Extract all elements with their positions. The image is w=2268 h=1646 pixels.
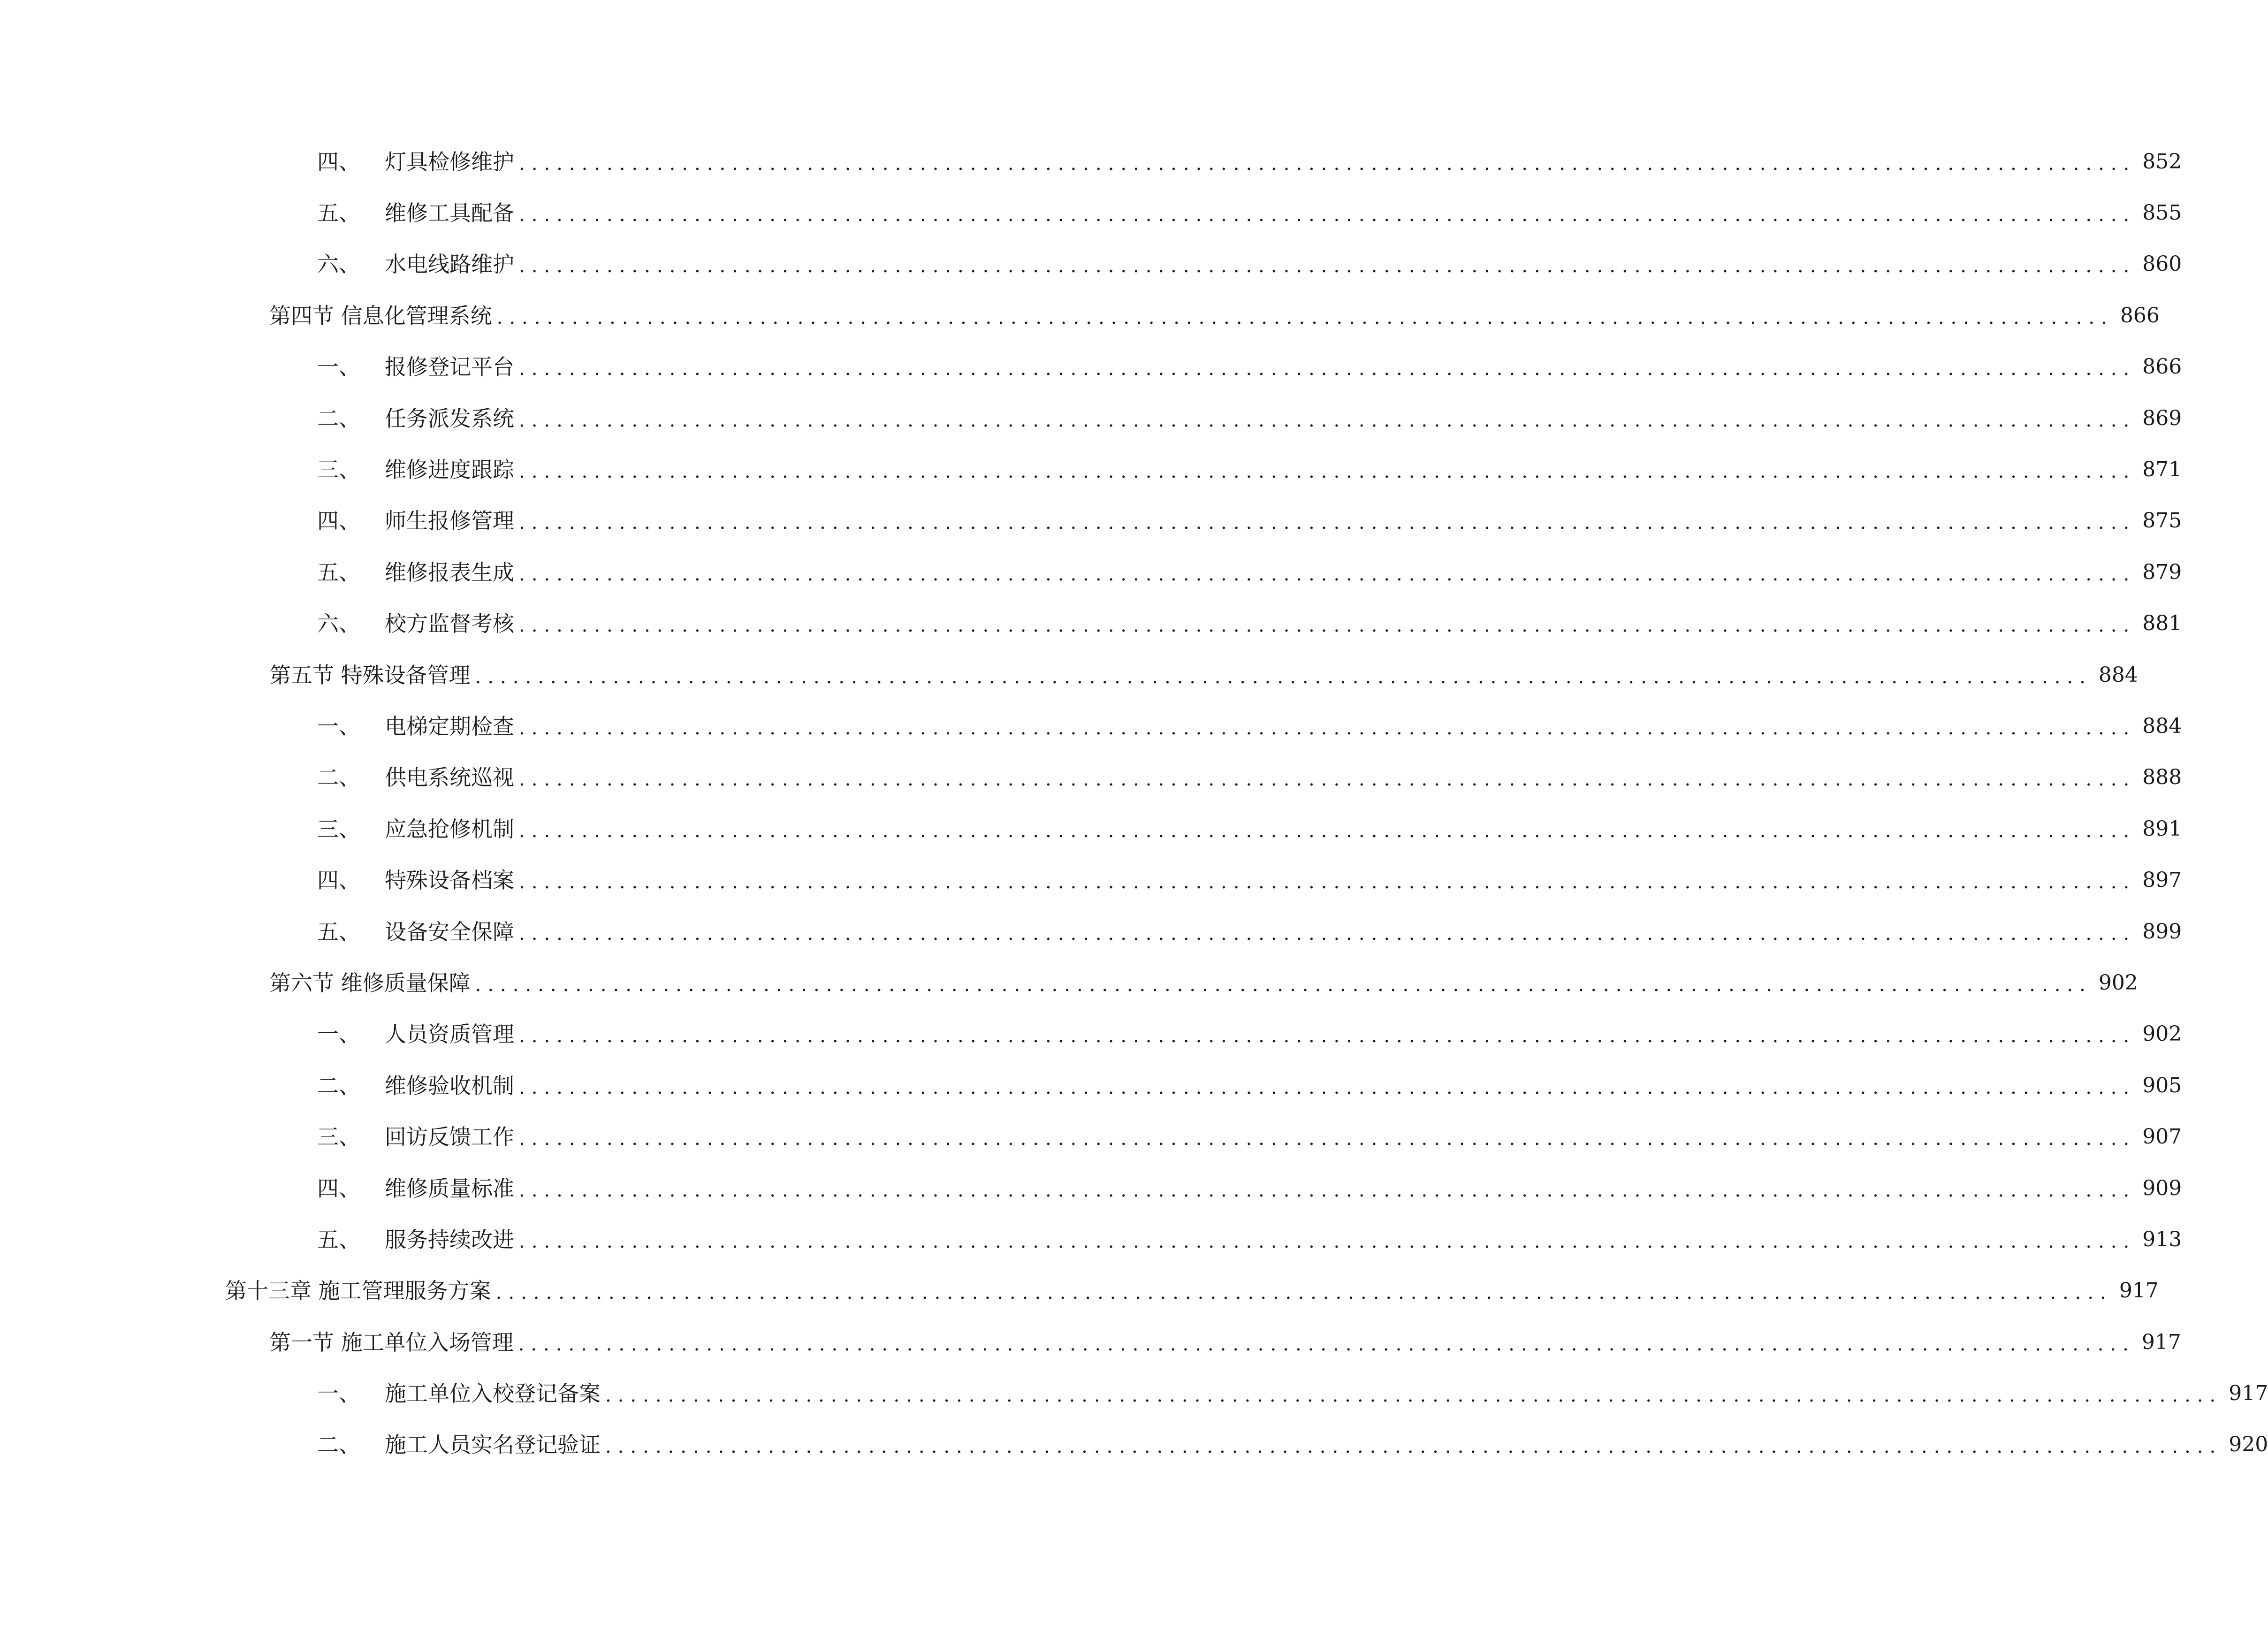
toc-entry[interactable] xyxy=(0,187,2182,238)
toc-entry-page: 852 xyxy=(2142,149,2182,174)
toc-entry-page: 909 xyxy=(2142,1176,2182,1200)
toc-entry-number: 四、 xyxy=(317,1175,360,1201)
toc-entry-title: 人员资质管理 xyxy=(385,1021,514,1047)
toc-entry-number: 一、 xyxy=(317,713,360,739)
toc-entry-number: 二、 xyxy=(317,1073,360,1098)
toc-entry-title: 维修进度跟踪 xyxy=(385,457,514,483)
toc-entry-number: 二、 xyxy=(317,405,360,431)
toc-entry-page: 891 xyxy=(2142,816,2182,841)
toc-entry-number: 四、 xyxy=(317,149,360,175)
toc-dot-leader: ................................................................................................................................. xyxy=(495,1282,2113,1304)
toc-entry-page: 920 xyxy=(2229,1433,2268,1457)
toc-entry-title: 施工人员实名登记验证 xyxy=(385,1432,601,1458)
toc-entry-title: 校方监督考核 xyxy=(385,611,514,637)
toc-entry[interactable] xyxy=(0,1111,2182,1162)
toc-entry-title: 设备安全保障 xyxy=(385,919,514,945)
toc-entry-number: 五、 xyxy=(317,1227,360,1252)
toc-dot-leader: ................................................................................................................................. xyxy=(519,461,2136,483)
toc-entry-title: 维修报表生成 xyxy=(385,559,514,585)
toc-entry-number: 三、 xyxy=(317,457,360,483)
toc-dot-leader: ................................................................................................................................. xyxy=(519,512,2136,534)
toc-entry-title: 特殊设备档案 xyxy=(385,868,514,893)
toc-dot-leader: ................................................................................................................................. xyxy=(519,1025,2136,1047)
toc-entry-title: 第四节 信息化管理系统 xyxy=(269,303,492,328)
toc-dot-leader: ................................................................................................................................. xyxy=(519,358,2136,380)
toc-dot-leader: ................................................................................................................................. xyxy=(519,871,2136,893)
toc-entry-page: 902 xyxy=(2142,1022,2182,1046)
toc-entry-number: 二、 xyxy=(317,765,360,791)
toc-entry-title: 服务持续改进 xyxy=(385,1227,514,1252)
toc-entry-page: 875 xyxy=(2142,509,2182,533)
toc-entry-page: 888 xyxy=(2142,765,2182,790)
toc-entry[interactable] xyxy=(0,752,2182,803)
toc-entry-title: 应急抢修机制 xyxy=(385,816,514,842)
toc-entry-number: 五、 xyxy=(317,919,360,945)
toc-entry-page: 899 xyxy=(2142,919,2182,944)
toc-entry-page: 881 xyxy=(2142,611,2182,636)
toc-dot-leader: ................................................................................................................................. xyxy=(519,1230,2136,1252)
toc-dot-leader: ................................................................................................................................. xyxy=(519,409,2136,431)
toc-entry[interactable] xyxy=(0,290,2160,341)
toc-entry-page: 913 xyxy=(2142,1227,2182,1251)
toc-entry-title: 维修验收机制 xyxy=(385,1073,514,1098)
toc-entry-page: 869 xyxy=(2142,406,2182,430)
toc-entry[interactable] xyxy=(0,1009,2182,1060)
toc-entry[interactable] xyxy=(0,393,2182,444)
toc-entry-page: 902 xyxy=(2098,970,2138,995)
toc-dot-leader: ................................................................................................................................. xyxy=(519,152,2136,175)
toc-entry[interactable] xyxy=(0,957,2138,1008)
toc-dot-leader: ................................................................................................................................. xyxy=(519,820,2136,842)
toc-entry-number: 一、 xyxy=(317,1021,360,1047)
toc-entry[interactable] xyxy=(0,906,2182,957)
toc-entry-title: 第一节 施工单位入场管理 xyxy=(269,1329,514,1355)
toc-entry-title: 回访反馈工作 xyxy=(385,1124,514,1150)
toc-entry-title: 灯具检修维护 xyxy=(385,149,514,175)
toc-dot-leader: ................................................................................................................................. xyxy=(605,1436,2222,1458)
toc-entry-page: 871 xyxy=(2142,457,2182,482)
toc-entry[interactable] xyxy=(0,649,2138,701)
toc-entry-title: 电梯定期检查 xyxy=(385,713,514,739)
toc-dot-leader: ................................................................................................................................. xyxy=(496,306,2114,328)
toc-entry[interactable] xyxy=(0,1163,2182,1214)
toc-entry-page: 879 xyxy=(2142,560,2182,584)
toc-entry-title: 施工单位入校登记备案 xyxy=(385,1381,601,1407)
toc-entry-page: 907 xyxy=(2142,1125,2182,1149)
toc-entry-page: 917 xyxy=(2229,1381,2268,1406)
toc-entry-page: 897 xyxy=(2142,868,2182,892)
toc-dot-leader: ................................................................................................................................. xyxy=(519,615,2136,637)
toc-entry-page: 860 xyxy=(2142,252,2182,276)
toc-dot-leader: ................................................................................................................................. xyxy=(605,1385,2222,1407)
table-of-contents xyxy=(0,136,2268,1471)
toc-entry-number: 四、 xyxy=(317,508,360,534)
toc-entry[interactable] xyxy=(0,342,2182,393)
toc-entry-number: 六、 xyxy=(317,611,360,637)
toc-entry-title: 第十三章 施工管理服务方案 xyxy=(225,1278,491,1304)
toc-entry[interactable] xyxy=(0,803,2182,854)
toc-entry-title: 第六节 维修质量保障 xyxy=(269,970,471,996)
toc-entry[interactable] xyxy=(0,136,2182,187)
toc-entry-title: 第五节 特殊设备管理 xyxy=(269,662,471,688)
toc-dot-leader: ................................................................................................................................. xyxy=(519,769,2136,791)
toc-entry-number: 三、 xyxy=(317,816,360,842)
toc-dot-leader: ................................................................................................................................. xyxy=(475,974,2092,996)
toc-entry-number: 六、 xyxy=(317,251,360,277)
toc-entry-title: 任务派发系统 xyxy=(385,405,514,431)
toc-entry-number: 三、 xyxy=(317,1124,360,1150)
toc-entry[interactable] xyxy=(0,1317,2181,1368)
toc-entry-title: 水电线路维护 xyxy=(385,251,514,277)
toc-dot-leader: ................................................................................................................................. xyxy=(519,1128,2136,1150)
toc-entry[interactable] xyxy=(0,1214,2182,1265)
toc-entry[interactable] xyxy=(0,1265,2159,1317)
toc-entry[interactable] xyxy=(0,444,2182,495)
toc-dot-leader: ................................................................................................................................. xyxy=(519,717,2136,739)
toc-entry-page: 866 xyxy=(2142,355,2182,379)
toc-entry-number: 二、 xyxy=(317,1432,360,1458)
toc-entry-title: 维修质量标准 xyxy=(385,1175,514,1201)
toc-entry-number: 一、 xyxy=(317,354,360,380)
toc-dot-leader: ................................................................................................................................. xyxy=(519,1179,2136,1201)
toc-entry[interactable] xyxy=(0,854,2182,906)
toc-entry[interactable] xyxy=(0,1419,2268,1471)
toc-entry-title: 供电系统巡视 xyxy=(385,765,514,791)
toc-entry-page: 905 xyxy=(2142,1073,2182,1097)
toc-dot-leader: ................................................................................................................................. xyxy=(519,563,2136,585)
toc-entry-page: 866 xyxy=(2120,303,2160,328)
toc-dot-leader: ................................................................................................................................. xyxy=(519,1076,2136,1098)
toc-entry-title: 师生报修管理 xyxy=(385,508,514,534)
toc-entry[interactable] xyxy=(0,547,2182,598)
toc-entry[interactable] xyxy=(0,701,2182,752)
toc-entry-number: 四、 xyxy=(317,868,360,893)
toc-entry-title: 维修工具配备 xyxy=(385,200,514,226)
toc-dot-leader: ................................................................................................................................. xyxy=(519,255,2136,277)
toc-entry-number: 五、 xyxy=(317,559,360,585)
toc-entry[interactable] xyxy=(0,1368,2268,1419)
toc-entry-number: 五、 xyxy=(317,200,360,226)
toc-dot-leader: ................................................................................................................................. xyxy=(519,922,2136,945)
toc-dot-leader: ................................................................................................................................. xyxy=(518,1333,2135,1355)
toc-entry-page: 855 xyxy=(2142,201,2182,225)
toc-dot-leader: ................................................................................................................................. xyxy=(519,204,2136,226)
toc-entry-page: 917 xyxy=(2141,1330,2181,1354)
toc-entry[interactable] xyxy=(0,239,2182,290)
toc-entry-page: 884 xyxy=(2142,714,2182,738)
toc-dot-leader: ................................................................................................................................. xyxy=(475,666,2092,688)
toc-entry[interactable] xyxy=(0,495,2182,547)
toc-entry-title: 报修登记平台 xyxy=(385,354,514,380)
toc-entry-page: 884 xyxy=(2098,663,2138,687)
toc-entry-page: 917 xyxy=(2119,1279,2159,1303)
toc-entry-number: 一、 xyxy=(317,1381,360,1407)
toc-entry[interactable] xyxy=(0,598,2182,649)
toc-entry[interactable] xyxy=(0,1060,2182,1111)
